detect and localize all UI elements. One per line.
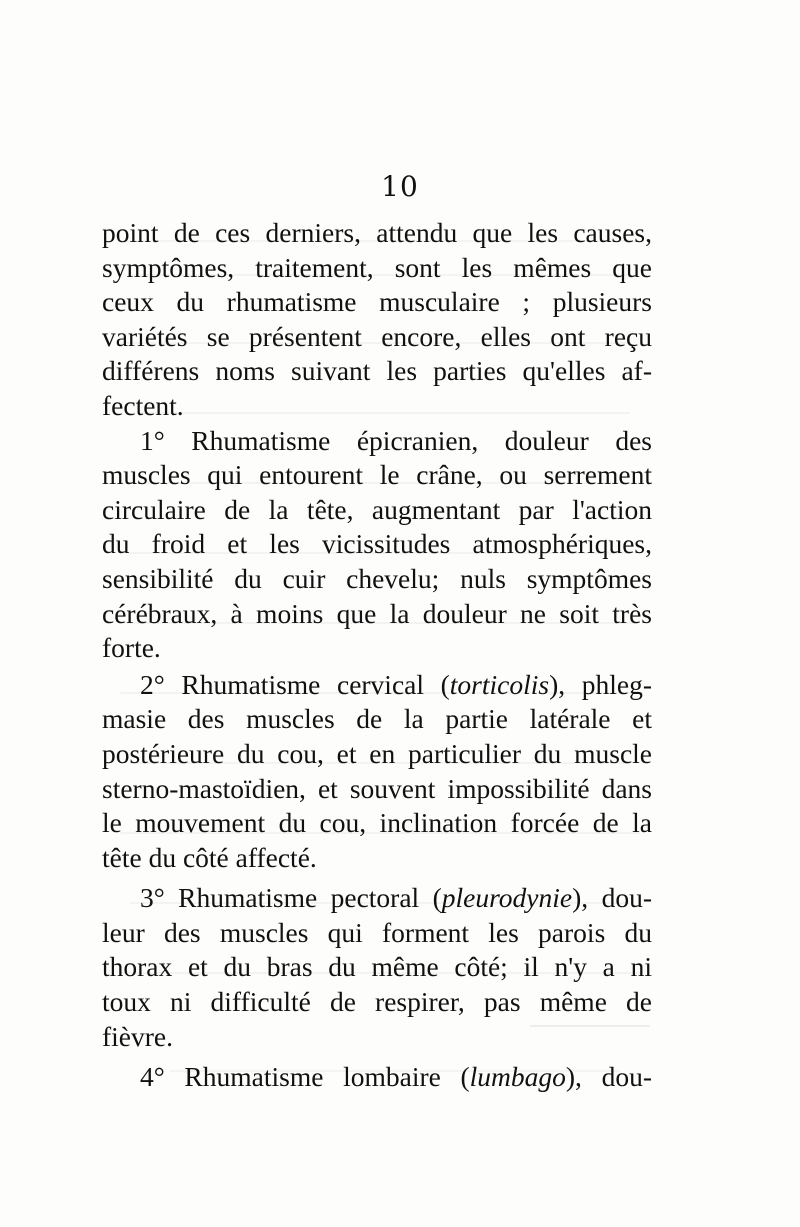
text-line: sterno-mastoïdien, et souvent impossibilité dans	[102, 772, 652, 804]
page-number: 10	[381, 170, 419, 203]
text-line: sensibilité du cuir chevelu; nuls symptômes	[102, 562, 652, 594]
text-line: thorax et du bras du même côté; il n'y a ni	[102, 951, 652, 983]
paragraph	[102, 216, 652, 424]
text-line: fectent.	[102, 389, 184, 421]
body-text	[102, 216, 652, 1095]
text-line: ceux du rhumatisme musculaire ; plusieurs	[102, 286, 652, 318]
text-line: 1° Rhumatisme épicranien, douleur des	[140, 424, 652, 456]
text-line: tête du côté affecté.	[102, 841, 317, 873]
paragraph	[102, 668, 652, 876]
text-line: 4° Rhumatisme lombaire (lumbago), dou-	[140, 1061, 652, 1093]
text-line: point de ces derniers, attendu que les causes,	[102, 217, 652, 248]
paragraph	[102, 881, 652, 1054]
text-line: forte.	[102, 632, 161, 664]
text-line: du froid et les vicissitudes atmosphériques,	[102, 528, 652, 560]
text-line: circulaire de la tête, augmentant par l'action	[102, 493, 652, 525]
text-line: différens noms suivant les parties qu'elles af-	[102, 355, 652, 387]
text-line: masie des muscles de la partie latérale et	[102, 703, 652, 735]
paragraph	[102, 1060, 652, 1095]
paragraph	[102, 424, 652, 666]
text-line: fièvre.	[102, 1020, 173, 1052]
text-line: 3° Rhumatisme pectoral (pleurodynie), dou-	[140, 882, 652, 914]
text-line: toux ni difficulté de respirer, pas même de	[102, 986, 652, 1018]
text-line: leur des muscles qui forment les parois du	[102, 916, 652, 948]
text-line: le mouvement du cou, inclination forcée de la	[102, 807, 652, 839]
text-line: variétés se présentent encore, elles ont reçu	[102, 320, 652, 352]
text-line: postérieure du cou, et en particulier du muscle	[102, 737, 652, 769]
text-line: 2° Rhumatisme cervical (torticolis), phleg-	[140, 668, 652, 700]
text-line: muscles qui entourent le crâne, ou serrement	[102, 459, 652, 491]
text-line: cérébraux, à moins que la douleur ne soit très	[102, 597, 652, 629]
text-line: symptômes, traitement, sont les mêmes que	[102, 251, 652, 283]
